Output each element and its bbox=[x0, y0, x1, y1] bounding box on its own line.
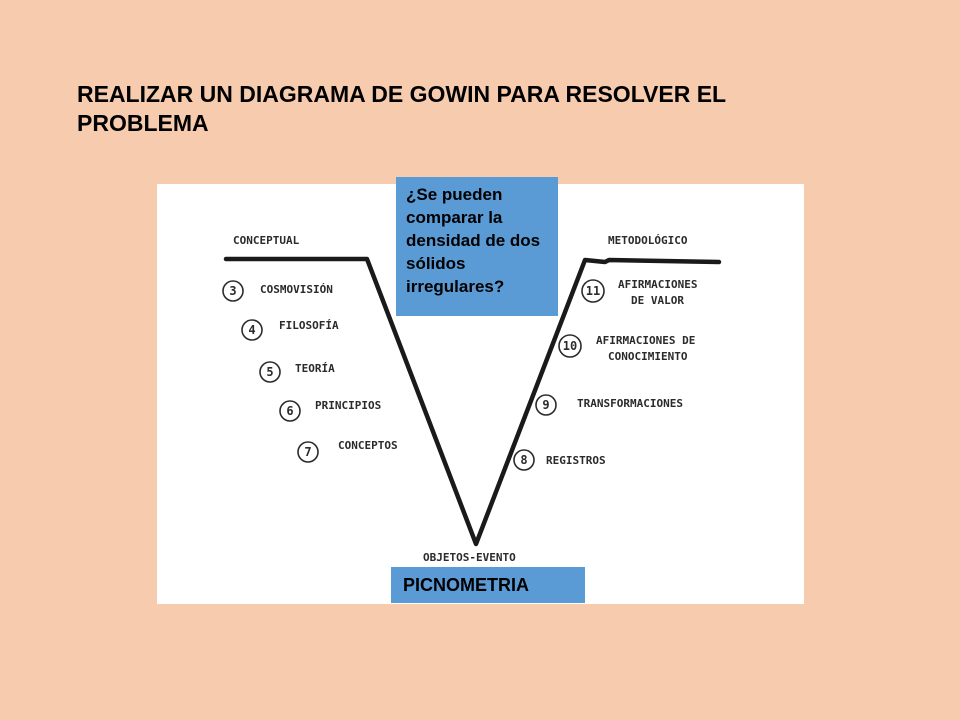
research-question-text: ¿Se pueden comparar la densidad de dos sólidos irregulares? bbox=[406, 185, 541, 296]
item-number: 6 bbox=[286, 404, 294, 418]
conceptual-label: CONCEPTUAL bbox=[233, 234, 300, 247]
conceptual-item bbox=[242, 319, 339, 340]
methodological-item bbox=[514, 450, 606, 470]
item-label: CONOCIMIENTO bbox=[608, 350, 688, 363]
item-number: 7 bbox=[304, 445, 312, 459]
item-label: AFIRMACIONES bbox=[618, 278, 698, 291]
conceptual-item bbox=[298, 439, 398, 462]
item-label: AFIRMACIONES DE bbox=[596, 334, 696, 347]
item-label: COSMOVISIÓN bbox=[260, 283, 333, 296]
event-box bbox=[391, 567, 585, 603]
conceptual-item bbox=[280, 399, 381, 421]
vertex-label: OBJETOS-EVENTO bbox=[423, 551, 516, 564]
item-label: REGISTROS bbox=[546, 454, 606, 467]
item-label: TEORÍA bbox=[295, 362, 335, 375]
conceptual-item bbox=[223, 281, 333, 301]
item-label: DE VALOR bbox=[631, 294, 684, 307]
item-number: 3 bbox=[229, 284, 237, 298]
item-number: 9 bbox=[542, 398, 550, 412]
event-text: PICNOMETRIA bbox=[403, 575, 529, 595]
item-label: CONCEPTOS bbox=[338, 439, 398, 452]
item-number: 4 bbox=[248, 323, 256, 337]
item-number: 10 bbox=[562, 339, 578, 353]
slide-title: REALIZAR UN DIAGRAMA DE GOWIN PARA RESOLVER EL PROBLEMA bbox=[77, 81, 727, 136]
item-number: 5 bbox=[266, 365, 274, 379]
item-label: PRINCIPIOS bbox=[315, 399, 382, 412]
methodological-item bbox=[559, 334, 695, 363]
item-label: TRANSFORMACIONES bbox=[577, 397, 683, 410]
methodological-item bbox=[536, 395, 683, 415]
item-label: FILOSOFÍA bbox=[279, 319, 339, 332]
methodological-label: METODOLÓGICO bbox=[608, 234, 688, 247]
methodological-item bbox=[582, 278, 697, 307]
research-question-box bbox=[396, 177, 558, 316]
item-number: 8 bbox=[520, 453, 528, 467]
item-number: 11 bbox=[585, 284, 601, 298]
conceptual-item bbox=[260, 362, 335, 382]
